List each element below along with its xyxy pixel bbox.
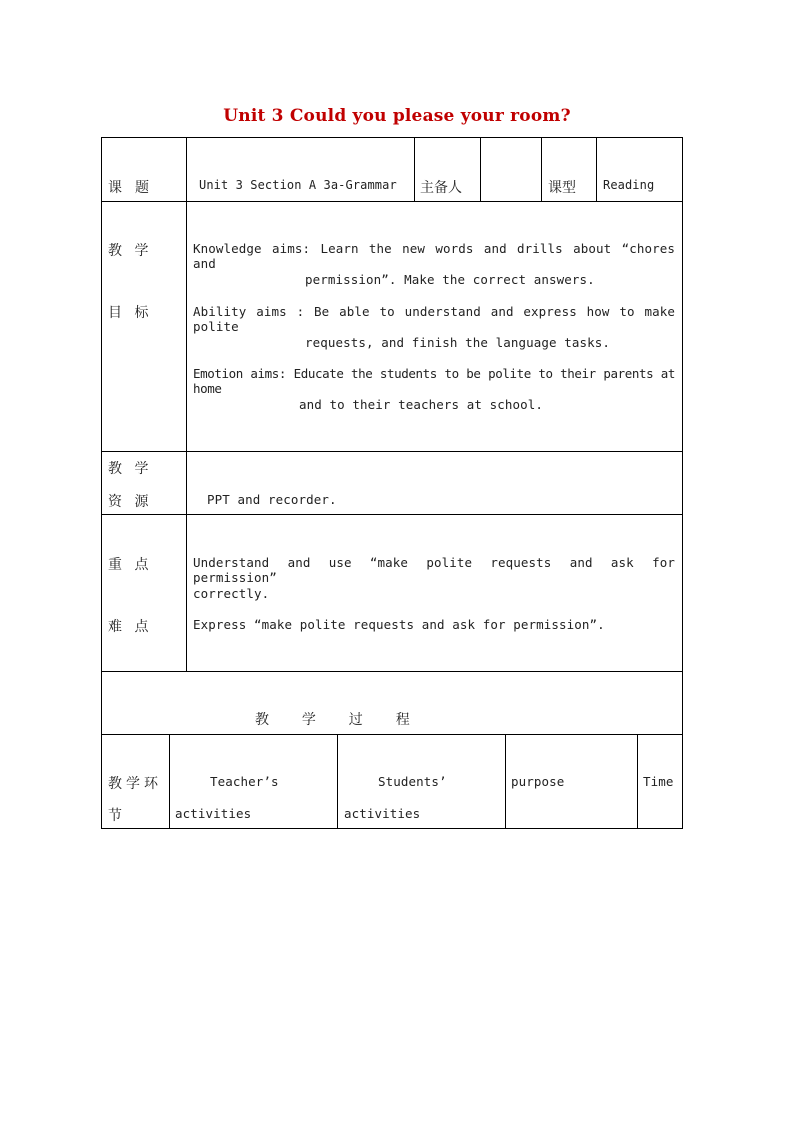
topic-value: Unit 3 Section A 3a-Grammar: [199, 178, 397, 192]
ability-aims-line1: Ability aims : Be able to understand and express how to make polite: [193, 304, 675, 334]
keypoints-line2: correctly.: [193, 586, 270, 601]
keypoints-label-line1: 重 点: [108, 557, 149, 573]
resources-label-line2: 资 源: [108, 494, 149, 510]
emotion-aims-line1: Emotion aims: Educate the students to be polite to their parents at home: [193, 366, 675, 396]
knowledge-aims-line2: permission”. Make the correct answers.: [305, 272, 595, 287]
emotion-aims-line2: and to their teachers at school.: [299, 397, 544, 412]
type-label: 课型: [548, 180, 576, 196]
column-students-line2: activities: [344, 806, 421, 821]
preparer-label: 主备人: [420, 180, 462, 196]
column-students-line1: Students’: [378, 774, 447, 789]
objectives-label-line1: 教 学: [108, 243, 149, 259]
column-stage-line1: 教学环: [108, 776, 162, 792]
column-teacher-line1: Teacher’s: [210, 774, 279, 789]
objectives-label-line2: 目 标: [108, 305, 149, 321]
cell-objectives-label: [101, 201, 187, 452]
column-purpose-label: purpose: [511, 774, 565, 789]
keypoints-line1: Understand and use “make polite requests and ask for permission”: [193, 555, 675, 585]
process-heading: 教 学 过 程: [255, 712, 410, 728]
cell-type-value: [596, 137, 683, 202]
cell-keypoints-label: [101, 514, 187, 672]
column-teacher-line2: activities: [175, 806, 252, 821]
keypoints-line3: Express “make polite requests and ask for permission”.: [193, 617, 605, 632]
cell-preparer-value: [480, 137, 542, 202]
page-title: Unit 3 Could you please your room?: [223, 106, 571, 126]
resources-text: PPT and recorder.: [207, 492, 337, 507]
topic-label-a: 课: [108, 180, 122, 196]
keypoints-label-line2: 难 点: [108, 619, 149, 635]
type-value: Reading: [603, 178, 655, 192]
resources-label-line1: 教 学: [108, 461, 149, 477]
column-time-label: Time: [643, 774, 674, 789]
column-stage-line2: 节: [108, 808, 122, 824]
knowledge-aims-line1: Knowledge aims: Learn the new words and drills about “chores and: [193, 241, 675, 271]
cell-topic-value: [186, 137, 415, 202]
ability-aims-line2: requests, and finish the language tasks.: [305, 335, 611, 350]
topic-label-b: 题: [135, 180, 149, 196]
